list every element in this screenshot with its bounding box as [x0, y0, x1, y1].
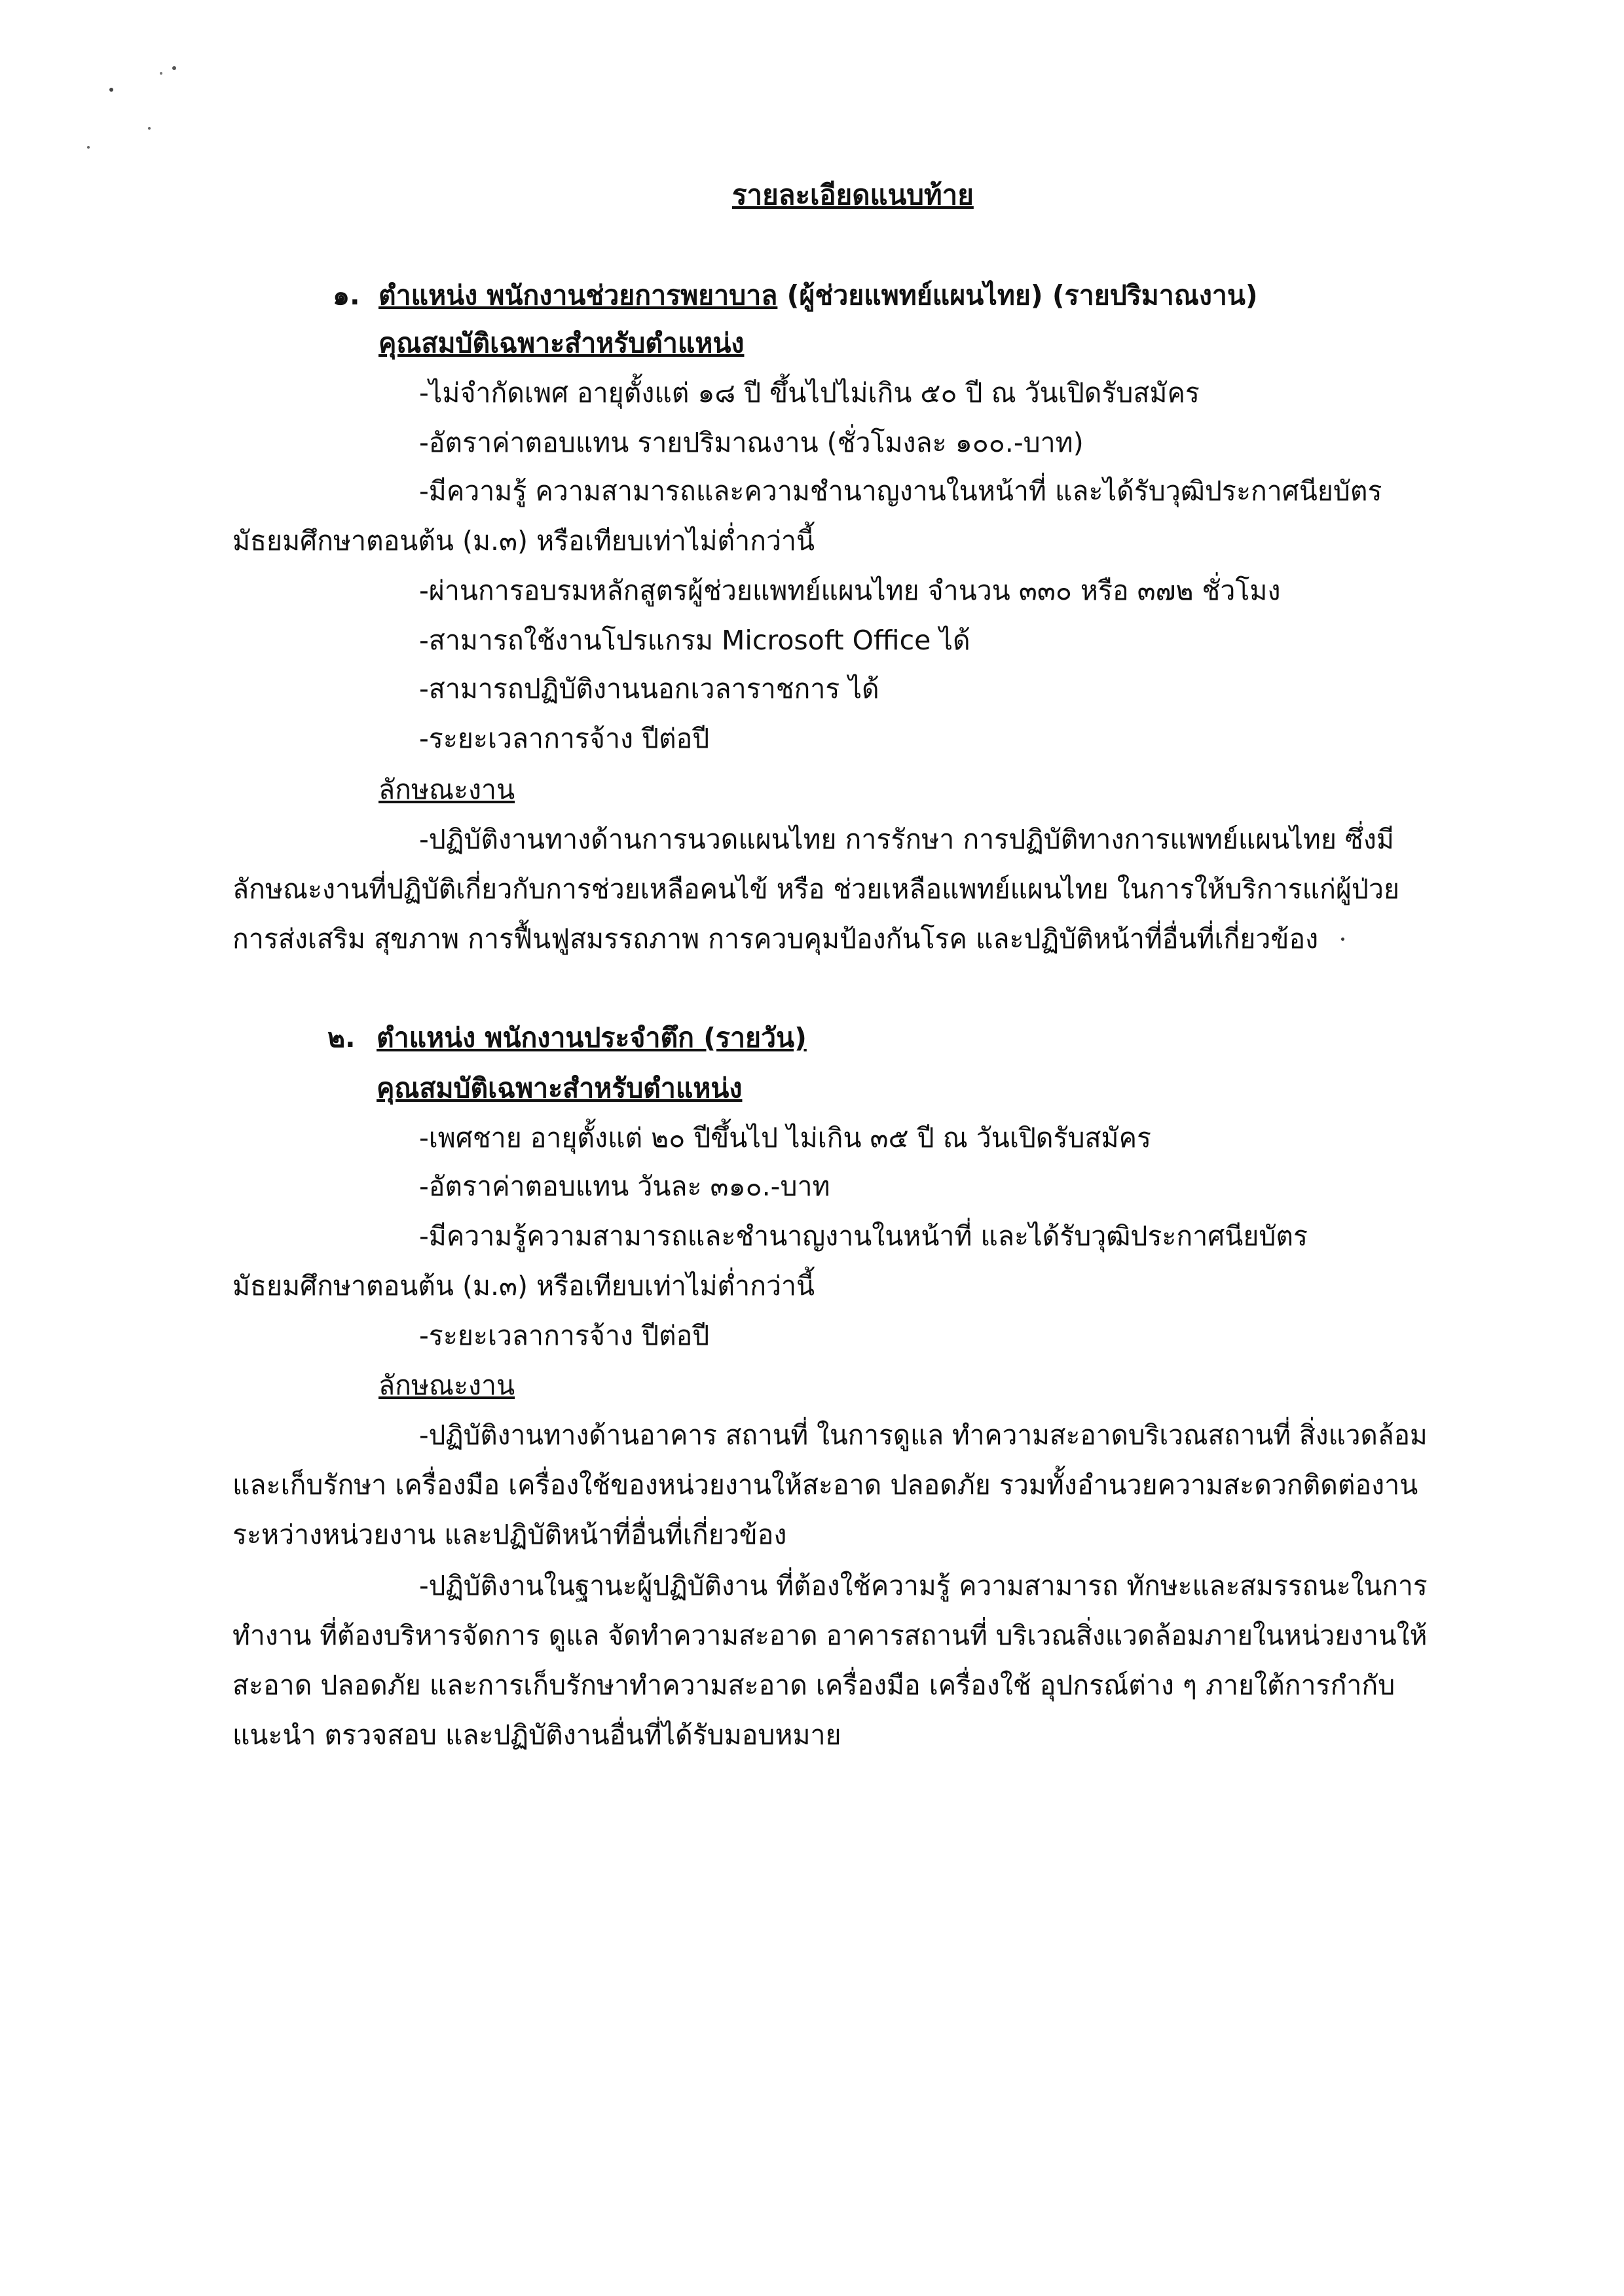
section-1-qual-line: -ระยะเวลาการจ้าง ปีต่อปี	[419, 723, 710, 754]
section-2-duty-line: ทำงาน ที่ต้องบริหารจัดการ ดูแล จัดทำความสะอาด อาคารสถานที่ บริเวณสิ่งแวดล้อมภายในหน่วยงานให้	[232, 1620, 1428, 1651]
section-1-number: ๑.	[333, 280, 360, 311]
section-1-qual-heading: คุณสมบัติเฉพาะสำหรับตำแหน่ง	[378, 327, 745, 359]
section-2-duty-line: ระหว่างหน่วยงาน และปฏิบัติหน้าที่อื่นที่เกี่ยวข้อง	[232, 1519, 787, 1550]
section-1-qual-line: -ผ่านการอบรมหลักสูตรผู้ช่วยแพทย์แผนไทย จำนวน ๓๓๐ หรือ ๓๗๒ ชั่วโมง	[419, 575, 1281, 606]
section-2-duty-line: สะอาด ปลอดภัย และการเก็บรักษาทำความสะอาด เครื่องมือ เครื่องใช้ อุปกรณ์ต่าง ๆ ภายใต้การกำกับ	[232, 1669, 1395, 1701]
section-2-duty-heading: ลักษณะงาน	[378, 1370, 515, 1401]
section-2-duty-line: และเก็บรักษา เครื่องมือ เครื่องใช้ของหน่วยงานให้สะอาด ปลอดภัย รวมทั้งอำนวยความสะดวกติดต่องาน	[232, 1469, 1418, 1501]
scan-mark	[1341, 938, 1344, 941]
section-2-qual-heading: คุณสมบัติเฉพาะสำหรับตำแหน่ง	[377, 1072, 743, 1104]
section-2-duty-line: แนะนำ ตรวจสอบ และปฏิบัติงานอื่นที่ได้รับมอบหมาย	[232, 1719, 841, 1751]
section-1-qual-line: -มีความรู้ ความสามารถและความชำนาญงานในหน้าที่ และได้รับวุฒิประกาศนียบัตร	[419, 475, 1382, 507]
section-2-duty-line: -ปฏิบัติงานทางด้านอาคาร สถานที่ ในการดูแล ทำความสะอาดบริเวณสถานที่ สิ่งแวดล้อม	[419, 1419, 1428, 1451]
section-1-duty-heading: ลักษณะงาน	[378, 774, 515, 805]
section-2-heading: ตำแหน่ง พนักงานประจำตึก (รายวัน)	[377, 1022, 807, 1053]
section-1-qual-line: -ไม่จำกัดเพศ อายุตั้งแต่ ๑๘ ปี ขึ้นไปไม่เกิน ๕๐ ปี ณ วันเปิดรับสมัคร	[419, 377, 1200, 409]
section-1-qual-line: -สามารถใช้งานโปรแกรม Microsoft Office ได้	[419, 625, 970, 656]
section-1-qual-line: -สามารถปฏิบัติงานนอกเวลาราชการ ได้	[419, 673, 879, 704]
section-2-qual-line: -มีความรู้ความสามารถและชำนาญงานในหน้าที่ และได้รับวุฒิประกาศนียบัตร	[419, 1220, 1308, 1252]
section-1-duty-line: การส่งเสริม สุขภาพ การฟื้นฟูสมรรถภาพ การควบคุมป้องกันโรค และปฏิบัติหน้าที่อื่นที่เกี่ยวข้อง	[232, 923, 1319, 955]
section-2-qual-line: -เพศชาย อายุตั้งแต่ ๒๐ ปีขึ้นไป ไม่เกิน ๓๕ ปี ณ วันเปิดรับสมัคร	[419, 1122, 1152, 1154]
section-2-qual-line: -อัตราค่าตอบแทน วันละ ๓๑๐.-บาท	[419, 1171, 830, 1202]
page-title: รายละเอียดแนบท้าย	[732, 179, 974, 211]
section-1-qual-line: -อัตราค่าตอบแทน รายปริมาณงาน (ชั่วโมงละ ๑๐๐.-บาท)	[419, 427, 1084, 458]
section-2-number: ๒.	[327, 1022, 356, 1053]
section-1-qual-line: มัธยมศึกษาตอนต้น (ม.๓) หรือเทียบเท่าไม่ต่ำกว่านี้	[232, 525, 815, 556]
section-1-position-detail: (ผู้ช่วยแพทย์แผนไทย) (รายปริมาณงาน)	[777, 280, 1258, 311]
section-2-duty-line: -ปฏิบัติงานในฐานะผู้ปฏิบัติงาน ที่ต้องใช้ความรู้ ความสามารถ ทักษะและสมรรถนะในการ	[419, 1570, 1428, 1601]
section-1-duty-line: ลักษณะงานที่ปฏิบัติเกี่ยวกับการช่วยเหลือคนไข้ หรือ ช่วยเหลือแพทย์แผนไทย ในการให้บริการแก่ผู้ป่วย	[232, 873, 1399, 905]
section-2-qual-line: มัธยมศึกษาตอนต้น (ม.๓) หรือเทียบเท่าไม่ต่ำกว่านี้	[232, 1270, 815, 1302]
scan-specks	[0, 0, 275, 183]
section-2-qual-line: -ระยะเวลาการจ้าง ปีต่อปี	[419, 1320, 710, 1351]
section-1-heading	[378, 282, 1258, 309]
section-1-position-label: ตำแหน่ง พนักงานช่วยการพยาบาล	[378, 280, 778, 311]
section-1-duty-line: -ปฏิบัติงานทางด้านการนวดแผนไทย การรักษา การปฏิบัติทางการแพทย์แผนไทย ซึ่งมี	[419, 824, 1394, 855]
